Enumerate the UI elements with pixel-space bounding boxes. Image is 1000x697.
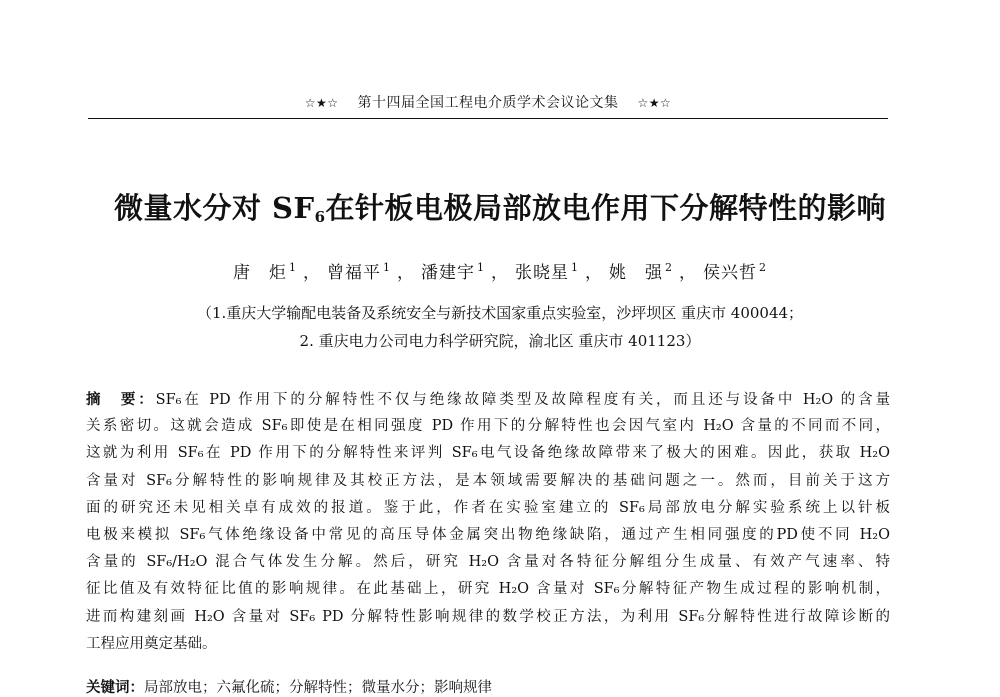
abstract-line: 工程应用奠定基础。 <box>86 635 217 652</box>
star-decoration-icon: ☆★☆ <box>637 96 672 110</box>
conference-name: 第十四届全国工程电介质学术会议论文集 <box>357 95 619 111</box>
title-part-2: 在针板电极局部放电作用下分解特性的影响 <box>325 191 887 225</box>
author: 潘建宇 $^1$ <box>421 261 485 283</box>
author: 姚 强 $^2$ <box>609 261 673 283</box>
running-header <box>88 92 888 112</box>
abstract-line: 这就为利用 SF₆在 PD 作用下的分解特性来评判 SF₆电气设备绝缘故障带来了极大的困难。因此，获取 H₂O <box>86 445 890 462</box>
abstract-line: 征比值及有效特征比值的影响规律。在此基础上，研究 H₂O 含量对 SF₆分解特征产物生成过程的影响机制， <box>86 581 890 598</box>
author: 张晓星 $^1$ <box>515 261 579 283</box>
paper-title <box>0 186 1000 227</box>
abstract-line: 摘 要：SF₆在 PD 作用下的分解特性不仅与绝缘故障类型及故障程度有关，而且还与设备中 H₂O 的含量 <box>86 391 890 408</box>
header-rule <box>88 118 888 119</box>
affiliation-line-1: （1.重庆大学输配电装备及系统安全与新技术国家重点实验室，沙坪坝区 重庆市 400044； <box>196 304 804 322</box>
abstract-line: 含量的 SF₆/H₂O 混合气体发生分解。然后，研究 H₂O 含量对各特征分解组分生成量、有效产气速率、特 <box>86 554 890 571</box>
abstract-line: 面的研究还未见相关卓有成效的报道。鉴于此，作者在实验室建立的 SF₆局部放电分解实验系统上以针板 <box>86 499 890 516</box>
star-decoration-icon: ☆★☆ <box>304 96 339 110</box>
affiliation-line-2: 2. 重庆电力公司电力科学研究院，渝北区 重庆市 401123） <box>299 332 701 350</box>
abstract-line: 关系密切。这就会造成 SF₆即使是在相同强度 PD 作用下的分解特性也会因气室内 H₂O 含量的不同而不同， <box>86 418 890 435</box>
title-part-1: 微量水分对 SF <box>113 191 315 225</box>
title-subscript: 6 <box>314 208 326 226</box>
keywords-label: 关键词： <box>86 679 144 696</box>
abstract-label: 摘 要： <box>86 391 156 408</box>
abstract <box>86 386 890 658</box>
author: 曾福平 $^1$ <box>327 261 391 283</box>
keywords-text: 局部放电；六氟化硫；分解特性；微量水分；影响规律 <box>144 680 492 696</box>
abstract-line: 电极来模拟 SF₆气体绝缘设备中常见的高压导体金属突出物绝缘缺陷，通过产生相同强度的PD使不同 H₂O <box>86 526 890 543</box>
author: 侯兴哲 $^2$ <box>703 261 767 283</box>
abstract-line: 含量对 SF₆分解特性的影响规律及其校正方法，是本领域需要解决的基础问题之一。然而，目前关于这方 <box>86 472 890 489</box>
author: 唐 炬 $^1$ <box>233 261 297 283</box>
author-list: 唐 炬 $^1$ ， 曾福平 $^1$ ， 潘建宇 $^1$ ， 张晓星 $^1$ ， 姚 强 $^2$ ， 侯兴哲 $^2$ <box>0 258 1000 283</box>
abstract-line: 进而构建刻画 H₂O 含量对 SF₆ PD 分解特性影响规律的数学校正方法，为利用 SF₆分解特性进行故障诊断的 <box>86 608 890 625</box>
